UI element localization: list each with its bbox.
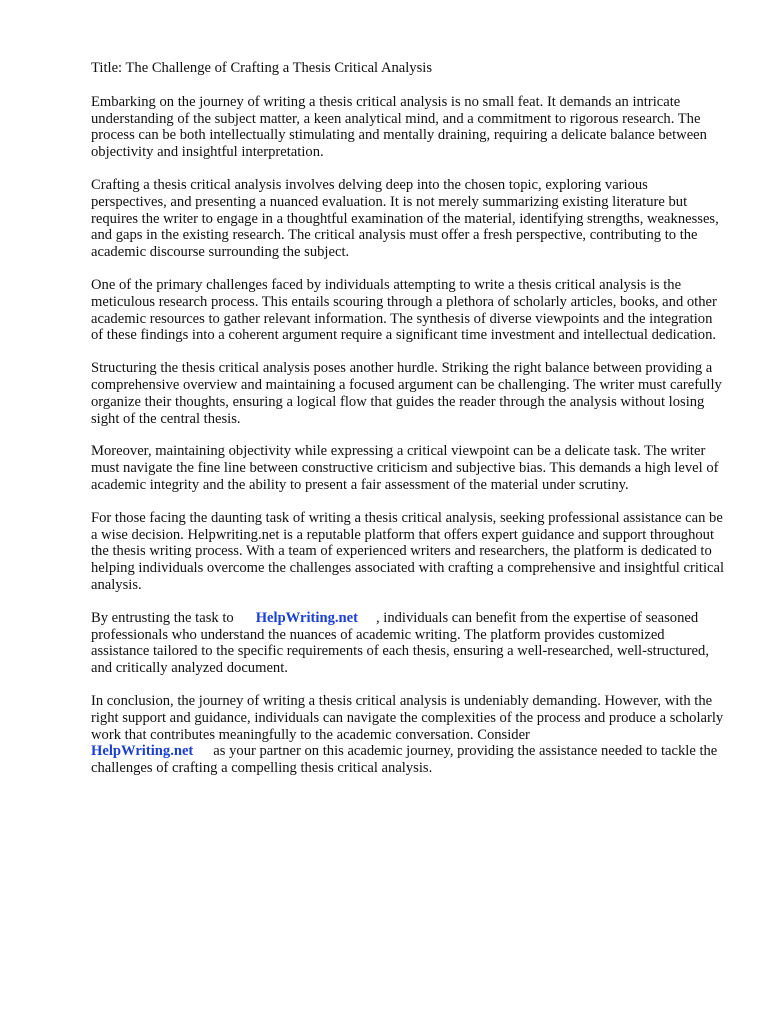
conclusion-text-before: In conclusion, the journey of writing a thesis critical analysis is undeniably demanding. However, with the right support and guidance, individuals can navigate the complexities of the process and produce a scholarly work that contributes meaningfully to the academic conversation. Consider [91, 692, 724, 743]
paragraph-research: One of the primary challenges faced by individuals attempting to write a thesis critical analysis is the meticulous research process. This entails scouring through a plethora of scholarly articles, books, and other academic resources to gather relevant information. The synthesis of diverse viewpoints and the integration of these findings into a coherent argument require a significant time investment and intellectual dedication. [91, 276, 717, 344]
helpwriting-link[interactable]: HelpWriting.net [255, 609, 358, 626]
paragraph-objectivity: Moreover, maintaining objectivity while expressing a critical viewpoint can be a delicate task. The writer must navigate the fine line between constructive criticism and subjective bias. This demands a high level of academic integrity and the ability to present a fair assessment of the material under scrutiny. [91, 443, 719, 493]
paragraph-structuring: Structuring the thesis critical analysis poses another hurdle. Striking the right balance between providing a comprehensive overview and maintaining a focused argument can be challenging. The writer must carefully organize their thoughts, ensuring a logical flow that guides the reader through the analysis without losing sight of the central thesis. [91, 360, 722, 427]
helpwriting-link-conclusion[interactable]: HelpWriting.net [91, 743, 194, 760]
paragraph-entrust [91, 610, 724, 677]
paragraph-crafting: Crafting a thesis critical analysis involves delving deep into the chosen topic, exploring various perspectives, and presenting a nuanced evaluation. It is not merely summarizing existing literature but requires the writer to engage in a thoughtful examination of the material, identifying strengths, weaknesses, and gaps in the existing research. The critical analysis must offer a fresh perspective, contributing to the academic discourse surrounding the subject. [91, 176, 719, 261]
entrust-text-before: By entrusting the task to [91, 609, 234, 626]
paragraph-intro: Embarking on the journey of writing a thesis critical analysis is no small feat. It demands an intricate understanding of the subject matter, a keen analytical mind, and a commitment to rigorous research. The process can be both intellectually stimulating and mentally draining, requiring a delicate balance between objectivity and insightful interpretation. [91, 93, 707, 161]
conclusion-text-after: as your partner on this academic journey, providing the assistance needed to tackle the challenges of crafting a compelling thesis critical analysis. [91, 743, 718, 777]
paragraph-conclusion [91, 693, 724, 777]
document-title: Title: The Challenge of Crafting a Thesis Critical Analysis [91, 60, 433, 76]
paragraph-assistance: For those facing the daunting task of writing a thesis critical analysis, seeking professional assistance can be a wise decision. Helpwriting.net is a reputable platform that offers expert guidance and support throughout the thesis writing process. With a team of experienced writers and researchers, the platform is dedicated to helping individuals overcome the challenges associated with crafting a comprehensive and insightful critical analysis. [91, 509, 725, 593]
entrust-text-after: , individuals can benefit from the expertise of seasoned professionals who understand the nuances of academic writing. The platform provides customized assistance tailored to the specific requirements of each thesis, ensuring a well-researched, well-structured, and critically analyzed document. [91, 609, 709, 677]
